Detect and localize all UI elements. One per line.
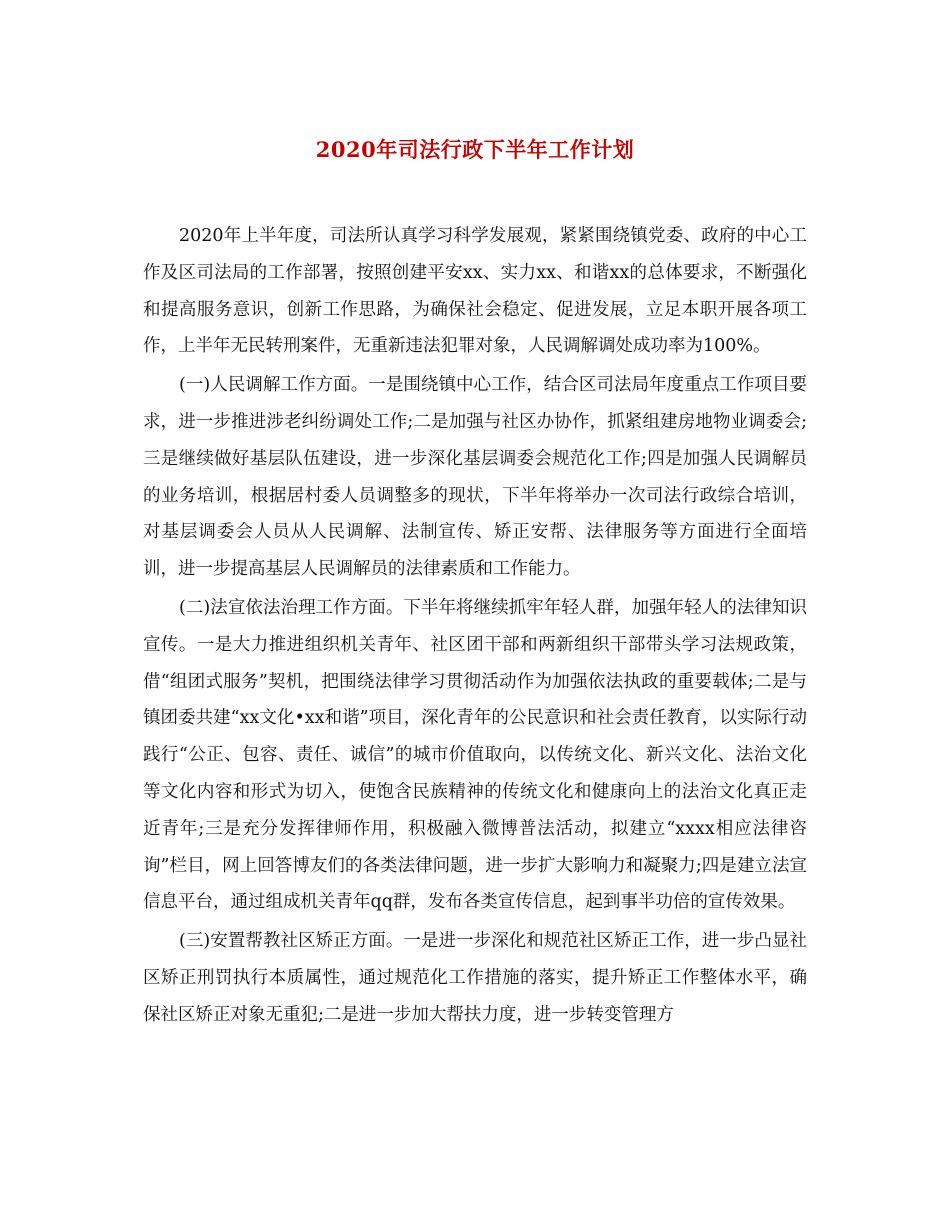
- paragraph-mediation: (一)人民调解工作方面。一是围绕镇中心工作，结合区司法局年度重点工作项目要求，进一步推进涉老纠纷调处工作;二是加强与社区办协作，抓紧组建房地物业调委会;三是继续做好基层队伍建设，进一步深化基层调委会规范化工作;四是加强人民调解员的业务培训，根据居村委人员调整多的现状，下半年将举办一次司法行政综合培训，对基层调委会人员从人民调解、法制宣传、矫正安帮、法律服务等方面进行全面培训，进一步提高基层人民调解员的法律素质和工作能力。: [143, 375, 807, 580]
- document-title: 2020年司法行政下半年工作计划: [315, 137, 635, 162]
- document-body: [143, 218, 807, 1036]
- paragraph-intro: 2020年上半年度，司法所认真学习科学发展观，紧紧围绕镇党委、政府的中心工作及区司法局的工作部署，按照创建平安xx、实力xx、和谐xx的总体要求，不断强化和提高服务意识，创新工作思路，为确保社会稳定、促进发展，立足本职开展各项工作，上半年无民转刑案件，无重新违法犯罪对象，人民调解调处成功率为100%。: [143, 226, 807, 357]
- paragraph-community-correction: (三)安置帮教社区矫正方面。一是进一步深化和规范社区矫正工作，进一步凸显社区矫正刑罚执行本质属性，通过规范化工作措施的落实，提升矫正工作整体水平，确保社区矫正对象无重犯;二是进一步加大帮扶力度，进一步转变管理方: [143, 931, 807, 1025]
- paragraph-legal-publicity: (二)法宣依法治理工作方面。下半年将继续抓牢年轻人群，加强年轻人的法律知识宣传。一是大力推进组织机关青年、社区团干部和两新组织干部带头学习法规政策，借“组团式服务”契机，把围绕法律学习贯彻活动作为加强依法执政的重要载体;二是与镇团委共建“xx文化•xx和谐”项目，深化青年的公民意识和社会责任教育，以实际行动践行“公正、包容、责任、诚信”的城市价值取向，以传统文化、新兴文化、法治文化等文化内容和形式为切入，使饱含民族精神的传统文化和健康向上的法治文化真正走近青年;三是充分发挥律师作用，积极融入微博普法活动，拟建立“xxxx相应法律咨询”栏目，网上回答博友们的各类法律问题，进一步扩大影响力和凝聚力;四是建立法宣信息平台，通过组成机关青年qq群，发布各类宣传信息，起到事半功倍的宣传效果。: [143, 597, 807, 913]
